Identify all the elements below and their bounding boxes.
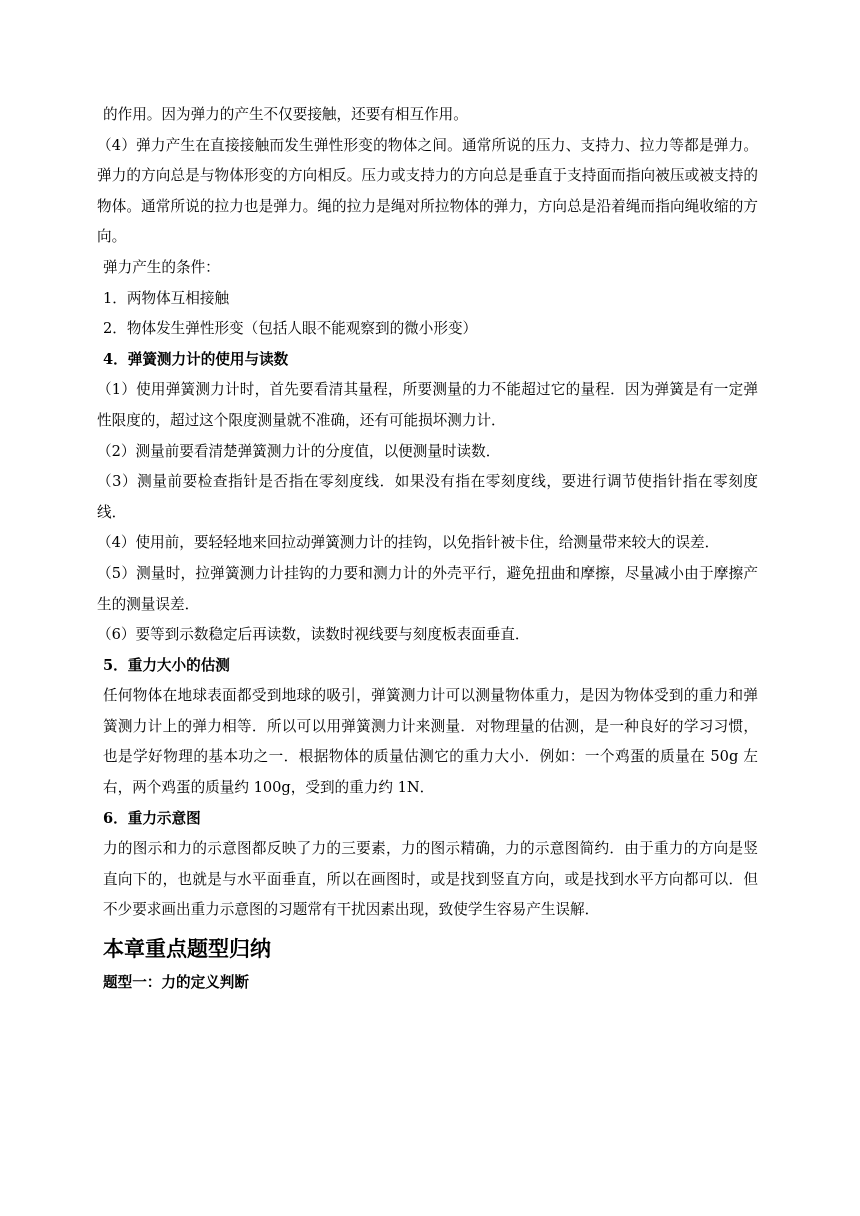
paragraph-spring-scale-1: （1）使用弹簧测力计时，首先要看清其量程，所要测量的力不能超过它的量程．因为弹簧是有一定弹性限度的，超过这个限度测量就不准确，还有可能损坏测力计． [97, 381, 758, 429]
list-item-condition-2: 2．物体发生弹性形变（包括人眼不能观察到的微小形变） [103, 320, 478, 338]
document-page [97, 100, 758, 998]
heading-gravity-estimation: 5．重力大小的估测 [103, 656, 230, 674]
heading-gravity-diagram: 6．重力示意图 [103, 809, 201, 827]
section-title-question-type-1: 题型一：力的定义判断 [103, 974, 249, 992]
paragraph-spring-scale-2: （2）测量前要看清楚弹簧测力计的分度值，以便测量时读数． [97, 442, 501, 460]
paragraph-spring-scale-6: （6）要等到示数稳定后再读数，读数时视线要与刻度板表面垂直． [97, 626, 530, 644]
heading-spring-scale-usage: 4．弹簧测力计的使用与读数 [103, 350, 289, 368]
list-item-condition-1: 1．两物体互相接触 [103, 289, 230, 307]
paragraph-gravity-diagram: 力的图示和力的示意图都反映了力的三要素，力的图示精确，力的示意图简约．由于重力的方向是竖直向下的，也就是与水平面垂直，所以在画图时，或是找到竖直方向，或是找到水平方向都可以．但不少要求画出重力示意图的习题常有干扰因素出现，致使学生容易产生误解． [103, 840, 758, 919]
paragraph-elastic-interaction: 的作用。因为弹力的产生不仅要接触，还要有相互作用。 [103, 106, 468, 123]
paragraph-elastic-conditions-label: 弹力产生的条件： [103, 258, 220, 276]
paragraph-spring-scale-3: （3）测量前要检查指针是否指在零刻度线．如果没有指在零刻度线，要进行调节使指针指在零刻度线． [97, 473, 758, 521]
chapter-title: 本章重点题型归纳 [103, 937, 271, 962]
paragraph-gravity-estimation: 任何物体在地球表面都受到地球的吸引，弹簧测力计可以测量物体重力，是因为物体受到的重力和弹簧测力计上的弹力相等．所以可以用弹簧测力计来测量．对物理量的估测，是一种良好的学习习惯，也是学好物理的基本功之一．根据物体的质量估测它的重力大小．例如：一个鸡蛋的质量在 50g 左右，两个鸡蛋的质量约 100g，受到的重力约 1N． [103, 687, 758, 797]
paragraph-spring-scale-4: （4）使用前，要轻轻地来回拉动弹簧测力计的挂钩，以免指针被卡住，给测量带来较大的误差． [97, 534, 720, 552]
paragraph-elastic-force-4: （4）弹力产生在直接接触而发生弹性形变的物体之间。通常所说的压力、支持力、拉力等都是弹力。弹力的方向总是与物体形变的方向相反。压力或支持力的方向总是垂直于支持面而指向被压或被支持的物体。通常所说的拉力也是弹力。绳的拉力是绳对所拉物体的弹力，方向总是沿着绳而指向绳收缩的方向。 [97, 136, 758, 246]
paragraph-spring-scale-5: （5）测量时，拉弹簧测力计挂钩的力要和测力计的外壳平行，避免扭曲和摩擦，尽量减小由于摩擦产生的测量误差． [97, 564, 758, 613]
